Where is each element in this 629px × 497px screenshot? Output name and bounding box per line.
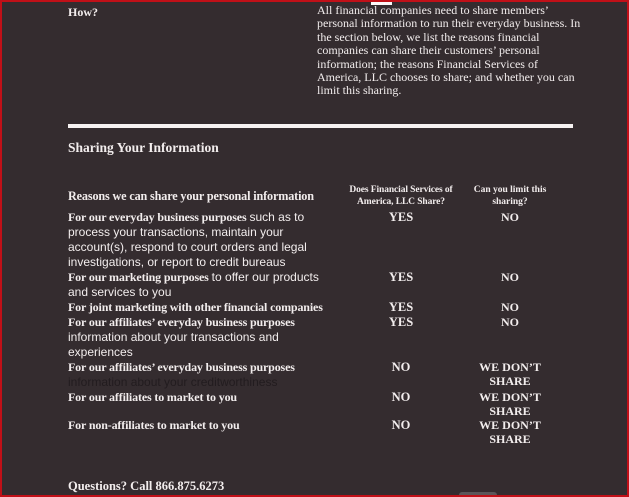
share-cell: NO	[391, 418, 411, 432]
table-row	[68, 390, 568, 418]
limit-cell	[462, 300, 558, 314]
table-row	[68, 315, 568, 360]
header-reasons: Reasons we can share your personal information	[68, 189, 314, 203]
reason-detail-dimmed: information about your creditworthiness	[68, 375, 278, 389]
header-limit-text: Can you limit this sharing?	[473, 185, 547, 207]
reason-cell	[68, 210, 340, 270]
questions-phone-line: Questions? Call 866.875.6273	[68, 479, 225, 493]
limit-text: NO	[501, 300, 519, 314]
reason-lead: For our everyday business purposes	[68, 210, 247, 224]
reason-cell	[68, 270, 340, 300]
header-limit	[462, 185, 558, 208]
limit-cell	[462, 270, 558, 284]
limit-cell	[462, 390, 558, 418]
table-row	[68, 418, 568, 446]
limit-cell	[462, 418, 558, 446]
share-cell: NO	[391, 360, 411, 374]
limit-text: NO	[501, 210, 519, 224]
limit-text: NO	[501, 270, 519, 284]
limit-text: WE DON’T SHARE	[479, 360, 541, 388]
reason-detail: such as to process your transactions, maintain your account(s), respond to court orders and legal investigations, or report to credit bureaus	[68, 210, 307, 269]
section-divider	[68, 124, 573, 128]
table-row	[68, 210, 568, 270]
reason-lead: For our affiliates to market to you	[68, 390, 237, 404]
table-row	[68, 300, 568, 315]
how-label: How?	[68, 5, 98, 19]
share-cell: YES	[388, 210, 414, 224]
table-row	[68, 360, 568, 390]
reason-cell	[68, 300, 340, 315]
share-cell: YES	[388, 270, 414, 284]
reason-cell	[68, 360, 340, 390]
limit-text: NO	[501, 315, 519, 329]
table-row	[68, 270, 568, 300]
reason-lead: For our affiliates’ everyday business purposes	[68, 360, 295, 374]
reason-cell	[68, 418, 340, 433]
reason-lead: For joint marketing with other financial companies	[68, 300, 323, 314]
horizontal-scrollbar-thumb[interactable]	[459, 492, 497, 497]
reason-detail: information about your transactions and experiences	[68, 330, 279, 359]
reason-cell	[68, 390, 340, 405]
header-share: Does Financial Services of America, LLC Share?	[349, 185, 453, 207]
reason-lead: For non-affiliates to market to you	[68, 418, 240, 432]
table-header-row	[68, 183, 568, 210]
section-title: Sharing Your Information	[68, 140, 219, 155]
limit-text: WE DON’T SHARE	[479, 418, 541, 446]
reason-lead: For our affiliates’ everyday business purposes	[68, 315, 295, 329]
limit-cell	[462, 315, 558, 329]
share-cell: YES	[388, 300, 414, 314]
limit-cell	[462, 210, 558, 224]
limit-cell	[462, 360, 558, 388]
reason-lead: For our marketing purposes	[68, 270, 209, 284]
reason-cell	[68, 315, 340, 360]
intro-paragraph: All financial companies need to share members’ personal information to run their everyday business. In the section below, we list the reasons financial companies can share their customers’ personal information; the reasons Financial Services of America, LLC chooses to share; and whether you can limit this sharing.	[317, 3, 581, 98]
limit-text: WE DON’T SHARE	[479, 390, 541, 418]
reason-detail: to offer our products and services to you	[68, 270, 319, 299]
sharing-table	[68, 183, 568, 446]
share-cell: NO	[391, 390, 411, 404]
share-cell: YES	[388, 315, 414, 329]
